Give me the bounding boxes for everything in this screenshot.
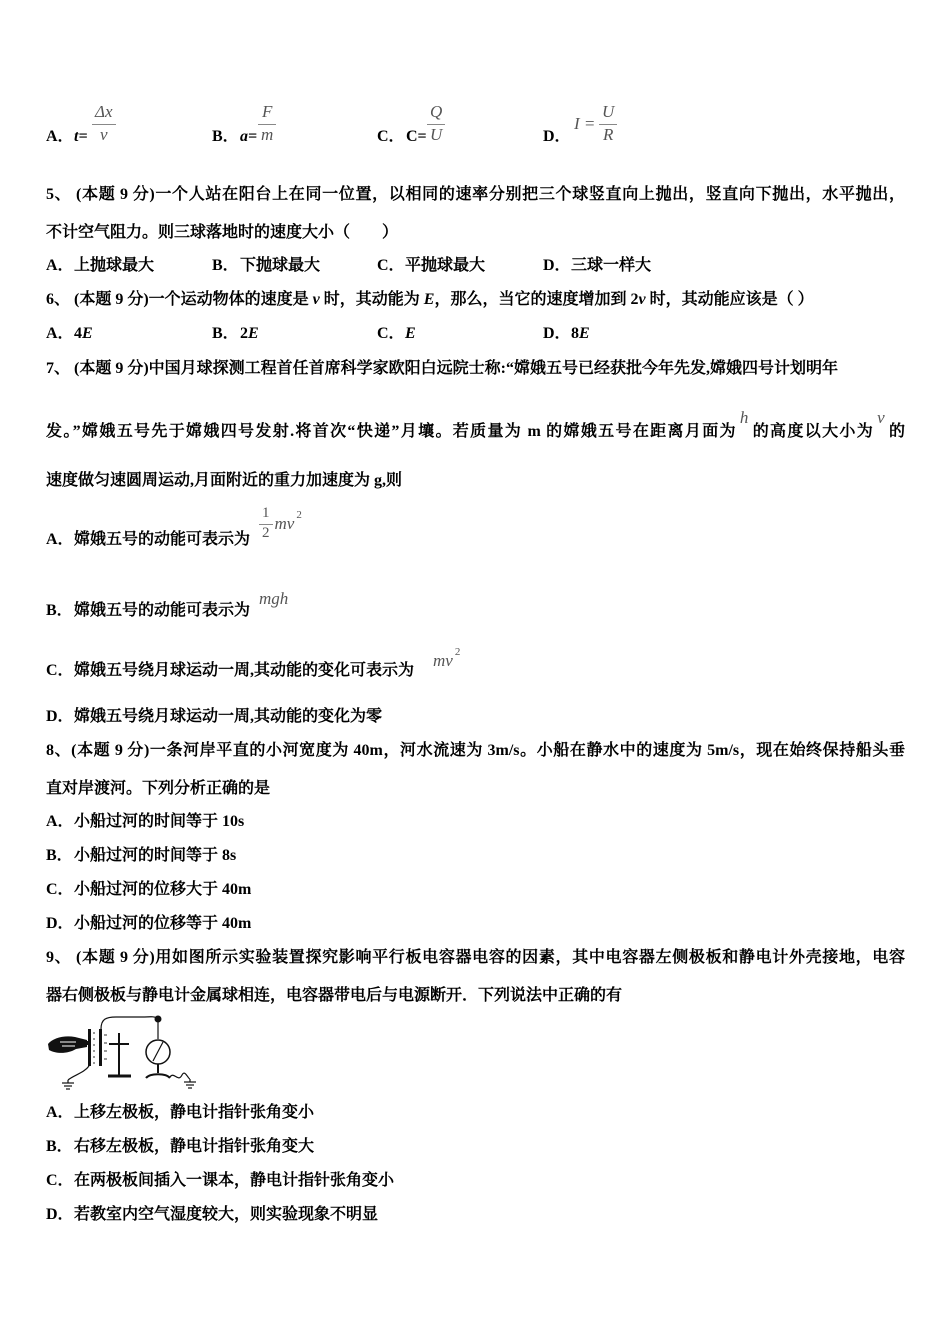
- capacitor-plates: [88, 1029, 107, 1066]
- option-label: D．: [46, 1206, 74, 1223]
- option-text: 嫦娥五号绕月球运动一周,其动能的变化可表示为: [74, 662, 415, 679]
- question-6-option-a: [46, 324, 93, 344]
- question-7-option-a-expression: [259, 505, 302, 542]
- option-text: 嫦娥五号的动能可表示为: [74, 602, 251, 619]
- formula-option-a-fraction: [92, 102, 116, 145]
- fraction-numerator: U: [602, 102, 615, 121]
- expression-body: mv: [433, 651, 453, 670]
- option-variable: E: [82, 325, 93, 342]
- option-label: C．: [46, 881, 74, 898]
- question-7-option-b: [46, 601, 250, 621]
- fraction-numerator: 1: [262, 505, 270, 521]
- option-label: D．: [543, 325, 571, 342]
- formula-option-a-lhs: t=: [74, 128, 88, 145]
- half-fraction: [259, 505, 273, 542]
- option-label: A．: [46, 325, 74, 342]
- question-7-option-c-expression: [433, 646, 461, 671]
- formula-option-b-label: B．: [212, 128, 239, 145]
- question-8-line-2: 直对岸渡河。下列分析正确的是: [46, 780, 271, 797]
- question-8-line-1: 8、(本题 9 分)一条河岸平直的小河宽度为 40m，河水流速为 3m/s。小船在静水中的速度为 5m/s，现在始终保持船头垂: [46, 742, 905, 759]
- option-label: A．: [46, 531, 74, 548]
- option-label: A．: [46, 1104, 74, 1121]
- formula-option-c-fraction: [427, 102, 445, 145]
- option-label: C．: [377, 325, 405, 342]
- math-h: h: [739, 408, 749, 427]
- fraction-numerator: F: [261, 102, 273, 121]
- fraction-denominator: v: [92, 124, 116, 145]
- formula-option-c-lhs: C=: [406, 128, 427, 145]
- question-6-option-b: [212, 324, 259, 344]
- option-variable: E: [248, 325, 259, 342]
- question-7-line-3: 速度做匀速圆周运动,月面附近的重力加速度为 g,则: [46, 472, 403, 489]
- option-text: 嫦娥五号绕月球运动一周,其动能的变化为零: [74, 708, 383, 725]
- question-7-line-2: [46, 408, 905, 442]
- stem-text: 6、 (本题 9 分)一个运动物体的速度是: [46, 291, 313, 308]
- option-label: B．: [212, 325, 239, 342]
- fraction-numerator: Q: [430, 102, 443, 121]
- question-8-option-d: [46, 914, 251, 934]
- option-variable: E: [579, 325, 590, 342]
- stem-text: 的: [887, 423, 905, 440]
- variable-v: v: [638, 291, 646, 308]
- option-text: 上抛球最大: [74, 257, 155, 274]
- option-text: 在两极板间插入一课本，静电计指针张角变小: [74, 1172, 395, 1189]
- option-label: C．: [46, 1172, 74, 1189]
- option-text: 小船过河的位移等于 40m: [74, 915, 252, 932]
- question-5-option-b: [212, 256, 320, 276]
- connecting-wire: [101, 1017, 157, 1029]
- question-5-option-a: [46, 256, 154, 276]
- formula-option-d-lhs: I =: [574, 114, 596, 133]
- question-9-line-2: 器右侧极板与静电计金属球相连，电容器带电后与电源断开．下列说法中正确的有: [46, 987, 623, 1004]
- stem-text: 的高度以大小为: [751, 423, 875, 440]
- variable-e: E: [423, 291, 435, 308]
- electrometer-icon: [146, 1016, 170, 1078]
- question-8-option-b: [46, 846, 236, 866]
- option-label: A．: [46, 257, 74, 274]
- hand-icon: [48, 1036, 88, 1053]
- stem-text: 时，其动能为: [319, 291, 424, 308]
- question-9-option-d: [46, 1205, 378, 1225]
- option-text: 小船过河的位移大于 40m: [74, 881, 252, 898]
- option-label: D．: [46, 915, 74, 932]
- right-plate: [99, 1029, 102, 1066]
- option-label: C．: [377, 257, 405, 274]
- question-8-option-a: [46, 812, 244, 832]
- option-variable: E: [405, 325, 416, 342]
- option-number: 8: [571, 325, 579, 342]
- question-7-option-c: [46, 661, 414, 681]
- fraction-denominator: R: [599, 124, 617, 145]
- option-text: 三球一样大: [571, 257, 652, 274]
- option-text: 平抛球最大: [405, 257, 486, 274]
- option-number: 2: [240, 325, 248, 342]
- insulating-stand: [108, 1033, 131, 1076]
- option-label: B．: [46, 1138, 73, 1155]
- question-7-line-1: 7、 (本题 9 分)中国月球探测工程首任首席科学家欧阳白远院士称:“嫦娥五号已经获批今年先发,嫦娥四号计划明年: [46, 360, 838, 377]
- option-text: 若教室内空气湿度较大，则实验现象不明显: [74, 1206, 379, 1223]
- capacitor-experiment-figure: [46, 1013, 196, 1093]
- question-7-option-b-expression: mgh: [259, 589, 289, 608]
- fraction-denominator: m: [258, 124, 276, 145]
- option-text: 小船过河的时间等于 8s: [74, 847, 237, 864]
- expression-superscript: 2: [454, 646, 461, 658]
- question-9-line-1: 9、 (本题 9 分)用如图所示实验装置探究影响平行板电容器电容的因素，其中电容器左侧极板和静电计外壳接地，电容: [46, 949, 905, 966]
- option-label: A．: [46, 813, 74, 830]
- ground-right-icon: [170, 1073, 196, 1088]
- question-6-stem: [46, 290, 814, 310]
- formula-option-d-fraction: [599, 102, 617, 145]
- question-9-option-b: [46, 1137, 314, 1157]
- option-text: 下抛球最大: [240, 257, 321, 274]
- option-text: 嫦娥五号的动能可表示为: [74, 531, 251, 548]
- expression-body: mv: [274, 513, 295, 533]
- fraction-numerator: Δx: [95, 102, 113, 121]
- math-v: v: [877, 408, 885, 427]
- option-label: B．: [46, 602, 73, 619]
- question-5-line-2: 不计空气阻力。则三球落地时的速度大小（ ）: [46, 224, 399, 241]
- ground-left-icon: [62, 1066, 89, 1089]
- formula-option-a-label: A．: [46, 128, 74, 145]
- question-5-line-1: 5、 (本题 9 分)一个人站在阳台上在同一位置，以相同的速率分别把三个球竖直向上抛出，竖直向下抛出，水平抛出，: [46, 186, 905, 203]
- option-number: 4: [74, 325, 82, 342]
- left-plate: [88, 1029, 91, 1066]
- expression-superscript: 2: [296, 508, 302, 521]
- option-text: 右移左极板，静电计指针张角变大: [74, 1138, 315, 1155]
- fraction-denominator: U: [427, 124, 445, 145]
- fraction-denominator: 2: [259, 524, 273, 542]
- formula-option-b-fraction: [258, 102, 276, 145]
- option-text: 小船过河的时间等于 10s: [74, 813, 245, 830]
- option-label: B．: [212, 257, 239, 274]
- option-text: 上移左极板，静电计指针张角变小: [74, 1104, 315, 1121]
- formula-option-c-label: C．: [377, 128, 405, 145]
- option-label: D．: [46, 708, 74, 725]
- question-8-option-c: [46, 880, 251, 900]
- question-6-option-c: [377, 324, 416, 344]
- question-5-option-c: [377, 256, 485, 276]
- stem-text: ，那么，当它的速度增加到 2: [434, 291, 639, 308]
- question-9-option-a: [46, 1103, 314, 1123]
- question-9-option-c: [46, 1171, 394, 1191]
- formula-option-b-lhs: a=: [240, 128, 258, 145]
- option-label: D．: [543, 257, 571, 274]
- question-5-option-d: [543, 256, 651, 276]
- question-6-option-d: [543, 324, 590, 344]
- option-label: C．: [46, 662, 74, 679]
- question-7-option-a: [46, 530, 250, 550]
- stem-text: 发。”嫦娥五号先于嫦娥四号发射.将首次“快递”月壤。若质量为 m 的嫦娥五号在距离月面为: [46, 423, 737, 440]
- stem-text: 时，其动能应该是（ ）: [645, 291, 814, 308]
- question-7-option-d: [46, 707, 382, 727]
- variable-v: v: [312, 291, 320, 308]
- formula-option-d-label: D．: [543, 128, 571, 145]
- option-label: B．: [46, 847, 73, 864]
